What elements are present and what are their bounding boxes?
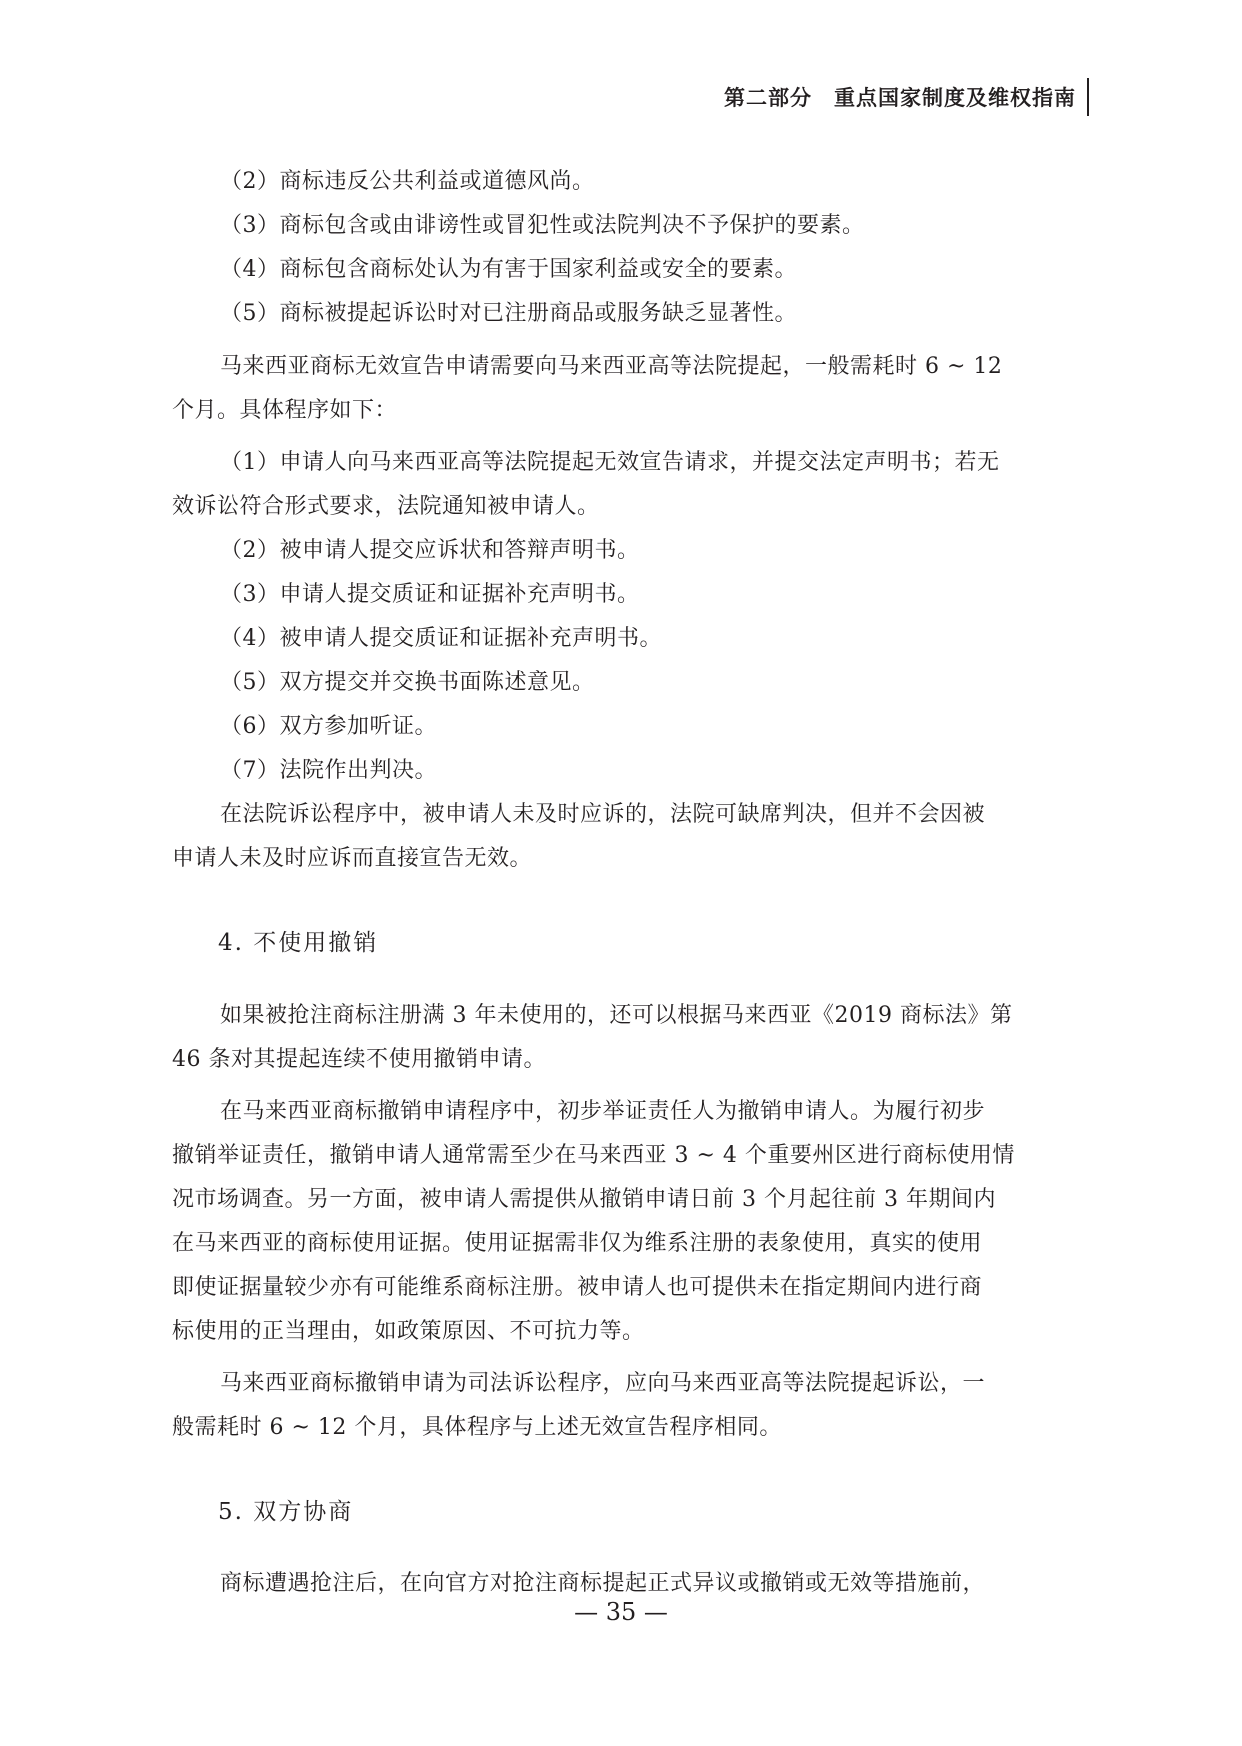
header-divider xyxy=(1087,78,1089,116)
body-line: 46 条对其提起连续不使用撤销申请。 xyxy=(172,1047,546,1072)
body-line: 在马来西亚的商标使用证据。使用证据需非仅为维系注册的表象使用，真实的使用 xyxy=(172,1231,983,1256)
body-line: 申请人未及时应诉而直接宣告无效。 xyxy=(172,846,533,871)
body-line: （4）被申请人提交质证和证据补充声明书。 xyxy=(220,626,662,651)
body-line: 在马来西亚商标撤销申请程序中，初步举证责任人为撤销申请人。为履行初步 xyxy=(220,1099,986,1124)
body-line: （1）申请人向马来西亚高等法院提起无效宣告请求，并提交法定声明书；若无 xyxy=(220,450,1000,475)
body-line: （5）双方提交并交换书面陈述意见。 xyxy=(220,670,595,695)
body-line: （5）商标被提起诉讼时对已注册商品或服务缺乏显著性。 xyxy=(220,301,797,326)
body-line: 如果被抢注商标注册满 3 年未使用的，还可以根据马来西亚《2019 商标法》第 xyxy=(220,1003,1013,1028)
body-line: 马来西亚商标无效宣告申请需要向马来西亚高等法院提起，一般需耗时 6 ~ 12 xyxy=(220,354,1003,379)
header-title: 重点国家制度及维权指南 xyxy=(834,85,1076,110)
section-heading-5: 5. 双方协商 xyxy=(218,1499,354,1525)
body-line: 即使证据量较少亦有可能维系商标注册。被申请人也可提供未在指定期间内进行商 xyxy=(172,1275,983,1300)
body-line: 商标遭遇抢注后，在向官方对抢注商标提起正式异议或撤销或无效等措施前， xyxy=(220,1571,986,1596)
body-line: 在法院诉讼程序中，被申请人未及时应诉的，法院可缺席判决，但并不会因被 xyxy=(220,802,986,827)
body-line: （4）商标包含商标处认为有害于国家利益或安全的要素。 xyxy=(220,257,797,282)
body-line: （6）双方参加听证。 xyxy=(220,714,437,739)
body-line: （2）商标违反公共利益或道德风尚。 xyxy=(220,169,595,194)
body-line: 效诉讼符合形式要求，法院通知被申请人。 xyxy=(172,494,600,519)
body-line: （2）被申请人提交应诉状和答辩声明书。 xyxy=(220,538,640,563)
body-line: 标使用的正当理由，如政策原因、不可抗力等。 xyxy=(172,1319,645,1344)
body-line: 马来西亚商标撤销申请为司法诉讼程序，应向马来西亚高等法院提起诉讼，一 xyxy=(220,1371,986,1396)
body-line: 撤销举证责任，撤销申请人通常需至少在马来西亚 3 ~ 4 个重要州区进行商标使用情 xyxy=(172,1143,1015,1168)
body-line: 般需耗时 6 ~ 12 个月，具体程序与上述无效宣告程序相同。 xyxy=(172,1415,782,1440)
body-line: （7）法院作出判决。 xyxy=(220,758,437,783)
body-line: 个月。具体程序如下： xyxy=(172,398,398,423)
body-line: （3）商标包含或由诽谤性或冒犯性或法院判决不予保护的要素。 xyxy=(220,213,865,238)
page-number: — 35 — xyxy=(574,1598,668,1626)
running-header xyxy=(724,82,1076,112)
body-line: （3）申请人提交质证和证据补充声明书。 xyxy=(220,582,640,607)
header-part: 第二部分 xyxy=(724,85,812,110)
section-heading-4: 4. 不使用撤销 xyxy=(218,930,379,956)
body-line: 况市场调查。另一方面，被申请人需提供从撤销申请日前 3 个月起往前 3 年期间内 xyxy=(172,1187,996,1212)
